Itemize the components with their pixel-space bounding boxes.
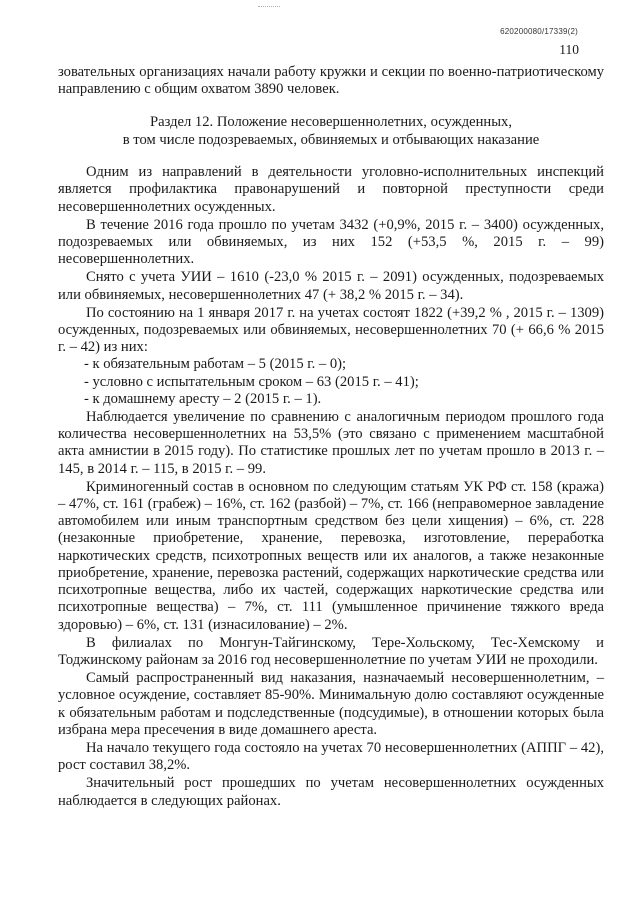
paragraph: Снято с учета УИИ – 1610 (-23,0 % 2015 г. – 2091) осужденных, подозреваемых или обвиняемых, несовершеннолетних 47 (+ 38,2 % 2015 г. – 34). [58,269,604,303]
document-body [58,64,604,810]
list-item: - условно с испытательным сроком – 63 (2015 г. – 41); [84,373,419,390]
paragraph: Наблюдается увеличение по сравнению с аналогичным периодом прошлого года количества несовершеннолетних на 53,5% (это связано с применением масштабной акта амнистии в 2015 году). По статистике прошлых лет по учетам прошло в 2013 г. – 145, в 2014 г. – 115, в 2015 г. – 99. [58,409,604,477]
scan-mark [258,6,280,9]
section-title-line-1: Раздел 12. Положение несовершеннолетних, осужденных, [150,114,512,131]
paragraph: По состоянию на 1 января 2017 г. на учетах состоят 1822 (+39,2 % , 2015 г. – 1309) осужденных, подозреваемых или обвиняемых, несовершеннолетних 70 (+ 66,6 % 2015 г. – 42) из них: [58,304,604,356]
list-item: - к обязательным работам – 5 (2015 г. – 0); [84,356,347,373]
paragraph: В филиалах по Монгун-Тайгинскому, Тере-Хольскому, Тес-Хемскому и Тоджинскому районам за 2016 год несовершеннолетние по учетам УИИ не проходили. [58,634,604,668]
document-id: 620200080/17339(2) [500,27,578,36]
section-title-line-2: в том числе подозреваемых, обвиняемых и отбывающих наказание [122,131,540,148]
paragraph: Одним из направлений в деятельности уголовно-исполнительных инспекций является профилактика правонарушений и повторной преступности среди несовершеннолетних осужденных. [58,164,604,215]
paragraph: На начало текущего года состояло на учетах 70 несовершеннолетних (АППГ – 42), рост составил 38,2%. [58,739,604,774]
paragraph: Самый распространенный вид наказания, назначаемый несовершеннолетним, – условное осуждение, составляет 85-90%. Минимальную долю составляют осужденные к обязательным работам и подследственные (подсудимые), в отношении которых была избрана мера пресечения в виде домашнего ареста. [58,670,604,738]
paragraph: Криминогенный состав в основном по следующим статьям УК РФ ст. 158 (кража) – 47%, ст. 161 (грабеж) – 16%, ст. 162 (разбой) – 7%, ст. 166 (неправомерное завладение автомобилем или иным транспортным средством без цели хищения) – 6%, ст. 228 (незаконные приобретение, хранение, перевозка, изготовление, переработка наркотических средств, психотропных веществ или их аналогов, а также незаконные приобретение, хранение, перевозка растений, содержащих наркотические средства или психотропные вещества, либо их частей, содержащих наркотические средства или психотропные вещества) – 7%, ст. 111 (умышленное причинение тяжкого вреда здоровью) – 6%, ст. 131 (изнасилование) – 2%. [58,478,604,633]
page-number: 110 [559,42,579,57]
section-heading [58,114,604,149]
paragraph: Значительный рост прошедших по учетам несовершеннолетних осужденных наблюдается в следующих районах. [58,775,604,809]
lead-paragraph: зовательных организациях начали работу кружки и секции по военно-патриотическому направлению с общим охватом 3890 человек. [58,64,604,98]
paragraph: В течение 2016 года прошло по учетам 3432 (+0,9%, 2015 г. – 3400) осужденных, подозреваемых или обвиняемых, из них 152 (+53,5 %, 2015 г. – 99) несовершеннолетних. [58,216,604,268]
list-item: - к домашнему аресту – 2 (2015 г. – 1). [84,390,322,407]
